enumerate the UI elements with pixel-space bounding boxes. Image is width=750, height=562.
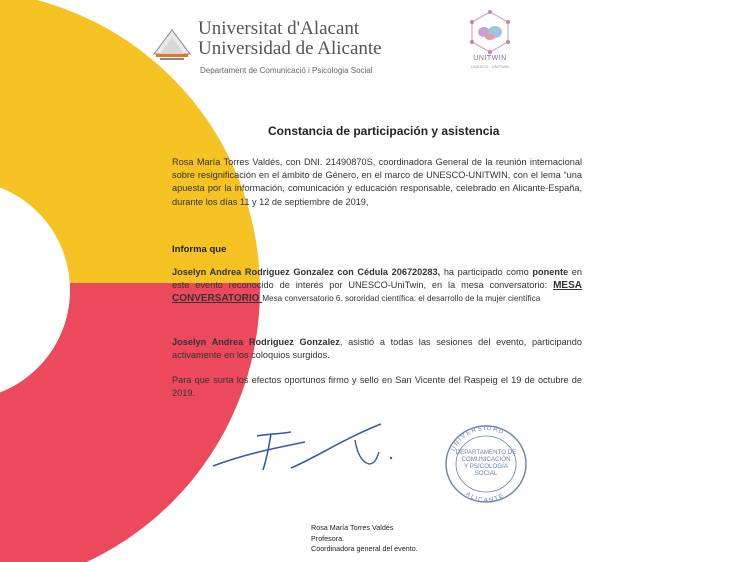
seal-top-text: UNIVERSIDAD [449, 424, 506, 453]
signer-position: Coordinadora general del evento. [311, 544, 418, 553]
seal-line-1: DEPARTAMENTO DE [455, 449, 517, 456]
svg-text:ALICANTE [464, 491, 506, 504]
participation-text-2: en este evento reconocido de interés por UNESCO-UniTwin, en la mesa conversatorio: [172, 267, 583, 291]
university-emblem-icon [152, 24, 192, 64]
attendance-paragraph [172, 336, 582, 362]
intro-paragraph: Rosa María Torres Valdés, con DNI. 21490870S, coordinadora General de la reunión internacional sobre resignificación en el ámbito de Género, en el marco de UNESCO-UNITWIN, con el lema “una apuesta por la información, comunicación y educación responsable, celebrado en Alicante-España, durante los días 11 y 12 de septiembre de 2019, [172, 157, 582, 207]
document-title: Constancia de participación y asistencia [268, 124, 500, 138]
seal-bottom-text: ALICANTE [464, 490, 507, 504]
attendance-text: , asistió a todas las sesiones del evento, participando activamente en los coloquios surgidos. [172, 337, 582, 361]
participation-text-1: ha participado como [440, 267, 533, 277]
mesa-detail: Mesa conversatorio 6. sororidad científica: el desarrollo de la mujer científica [262, 294, 541, 304]
university-name-catalan: Universitat d'Alacant [198, 18, 360, 39]
participation-paragraph [172, 266, 582, 306]
handwritten-signature [205, 418, 405, 478]
mesa-label: MESA CONVERSATORIO [172, 280, 582, 305]
signature-block [311, 523, 418, 555]
closing-paragraph: Para que surta los efectos oportunos firmo y sello en San Vicente del Raspeig el 19 de octubre de 2019. [172, 375, 582, 399]
unitwin-label: UNITWIN [473, 55, 507, 62]
role-label: ponente [532, 267, 569, 277]
unitwin-sublabel: UNESCO · UNITWIN [471, 64, 509, 69]
informa-heading: Informa que [172, 244, 227, 255]
attendance-name: Joselyn Andrea Rodriguez Gonzalez [172, 337, 340, 347]
unitwin-logo [466, 10, 514, 74]
university-logo [152, 18, 392, 82]
signer-role: Profesora. [311, 533, 345, 543]
participant-name: Joselyn Andrea Rodriguez Gonzalez con Cédula 206720283, [172, 267, 441, 277]
signer-name: Rosa María Torres Valdés [311, 523, 394, 532]
seal-line-3: Y PSICOLOGÍA [464, 463, 508, 470]
unitwin-emblem-icon [466, 10, 514, 54]
seal-line-4: SOCIAL [474, 470, 498, 477]
university-name-spanish: Universidad de Alicante [198, 38, 382, 59]
seal-line-2: COMUNICACIÓN [461, 456, 511, 463]
department-name: Departament de Comunicació i Psicologia Social [200, 66, 373, 75]
department-seal [438, 420, 534, 504]
